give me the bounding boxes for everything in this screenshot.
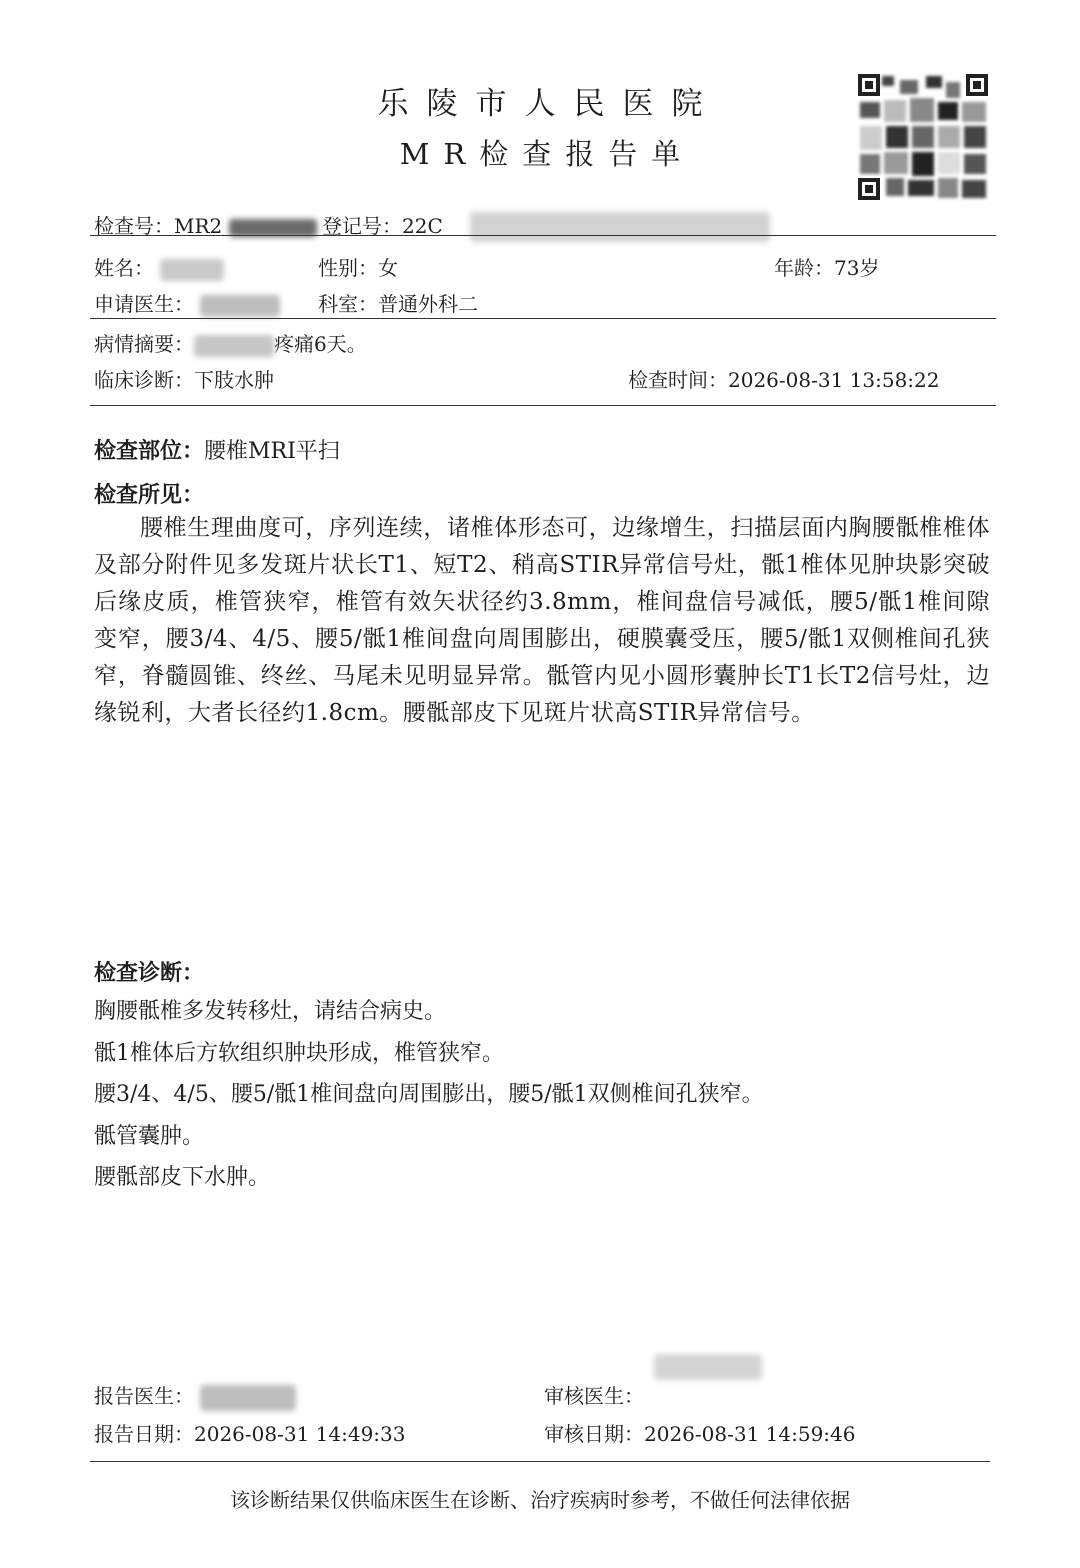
register-number-label: 登记号：	[322, 214, 402, 238]
review-date-value: 2026-08-31 14:59:46	[644, 1422, 856, 1446]
review-doctor	[544, 1380, 644, 1409]
qr-code-icon	[856, 72, 990, 202]
case-summary-label: 病情摘要：	[94, 332, 194, 356]
patient-gender-value: 女	[378, 256, 398, 280]
exam-site-label: 检查部位：	[94, 438, 205, 464]
redacted-block	[200, 295, 280, 317]
exam-number-value: MR2	[174, 214, 223, 238]
case-summary	[94, 328, 367, 357]
patient-age-label: 年龄：	[774, 256, 834, 280]
diagnosis-label: 检查诊断：	[94, 960, 205, 986]
report-date	[94, 1418, 406, 1447]
divider	[90, 235, 996, 236]
exam-number-label: 检查号：	[94, 214, 174, 238]
patient-name-label: 姓名：	[94, 256, 154, 280]
review-date	[544, 1418, 856, 1447]
department	[318, 288, 478, 317]
patient-age	[774, 252, 879, 281]
redacted-block	[194, 335, 274, 357]
department-label: 科室：	[318, 292, 378, 316]
exam-site-value: 腰椎MRI平扫	[204, 439, 340, 464]
hospital-name: 乐陵市人民医院	[377, 86, 721, 122]
exam-time	[628, 364, 940, 393]
diagnosis-line: 腰骶部皮下水肿。	[94, 1165, 271, 1190]
findings-label: 检查所见：	[94, 482, 205, 508]
divider	[90, 1461, 990, 1462]
report-date-label: 报告日期：	[94, 1422, 194, 1446]
clinical-diagnosis-value: 下肢水肿	[194, 368, 274, 392]
redacted-block	[229, 219, 317, 237]
redacted-block	[200, 1385, 296, 1411]
case-summary-value: 疼痛6天。	[274, 332, 367, 356]
exam-time-label: 检查时间：	[628, 368, 728, 392]
diagnosis-line: 骶1椎体后方软组织肿块形成，椎管狭窄。	[94, 1041, 504, 1066]
report-title: MR检查报告单	[399, 137, 695, 171]
exam-site	[94, 434, 340, 465]
diagnosis-line: 胸腰骶椎多发转移灶，请结合病史。	[94, 999, 447, 1024]
patient-age-value: 73岁	[834, 256, 880, 280]
findings-text: 腰椎生理曲度可，序列连续，诸椎体形态可，边缘增生，扫描层面内胸腰骶椎椎体及部分附件见多发斑片状长T1、短T2、稍高STIR异常信号灶，骶1椎体见肿块影突破后缘皮质，椎管狭窄，椎管有效矢状径约3.8mm，椎间盘信号减低，腰5/骶1椎间隙变窄，腰3/4、4/5、腰5/骶1椎间盘向周围膨出，硬膜囊受压，腰5/骶1双侧椎间孔狭窄，脊髓圆锥、终丝、马尾未见明显异常。骶管内见小圆形囊肿长T1长T2信号灶，边缘锐利，大者长径约1.8cm。腰骶部皮下见斑片状高STIR异常信号。	[94, 515, 990, 726]
review-doctor-label: 审核医生：	[544, 1384, 644, 1408]
requesting-doctor	[94, 288, 280, 317]
clinical-diagnosis-label: 临床诊断：	[94, 368, 194, 392]
exam-time-value: 2026-08-31 13:58:22	[728, 368, 940, 392]
disclaimer: 该诊断结果仅供临床医生在诊断、治疗疾病时参考，不做任何法律依据	[230, 1488, 850, 1512]
department-value: 普通外科二	[378, 292, 478, 316]
divider	[90, 405, 996, 406]
diagnosis-line: 腰3/4、4/5、腰5/骶1椎间盘向周围膨出，腰5/骶1双侧椎间孔狭窄。	[94, 1082, 764, 1107]
patient-gender	[318, 252, 398, 281]
divider	[90, 318, 996, 319]
redacted-block	[160, 259, 224, 281]
requesting-doctor-label: 申请医生：	[94, 292, 194, 316]
redacted-block	[470, 212, 770, 242]
clinical-diagnosis	[94, 364, 274, 393]
register-number-value: 22C	[402, 214, 443, 238]
report-doctor	[94, 1380, 296, 1411]
report-doctor-label: 报告医生：	[94, 1384, 194, 1408]
report-date-value: 2026-08-31 14:49:33	[194, 1422, 406, 1446]
review-date-label: 审核日期：	[544, 1422, 644, 1446]
patient-name	[94, 252, 224, 281]
diagnosis-line: 骶管囊肿。	[94, 1124, 205, 1149]
patient-gender-label: 性别：	[318, 256, 378, 280]
redacted-block	[654, 1354, 762, 1380]
